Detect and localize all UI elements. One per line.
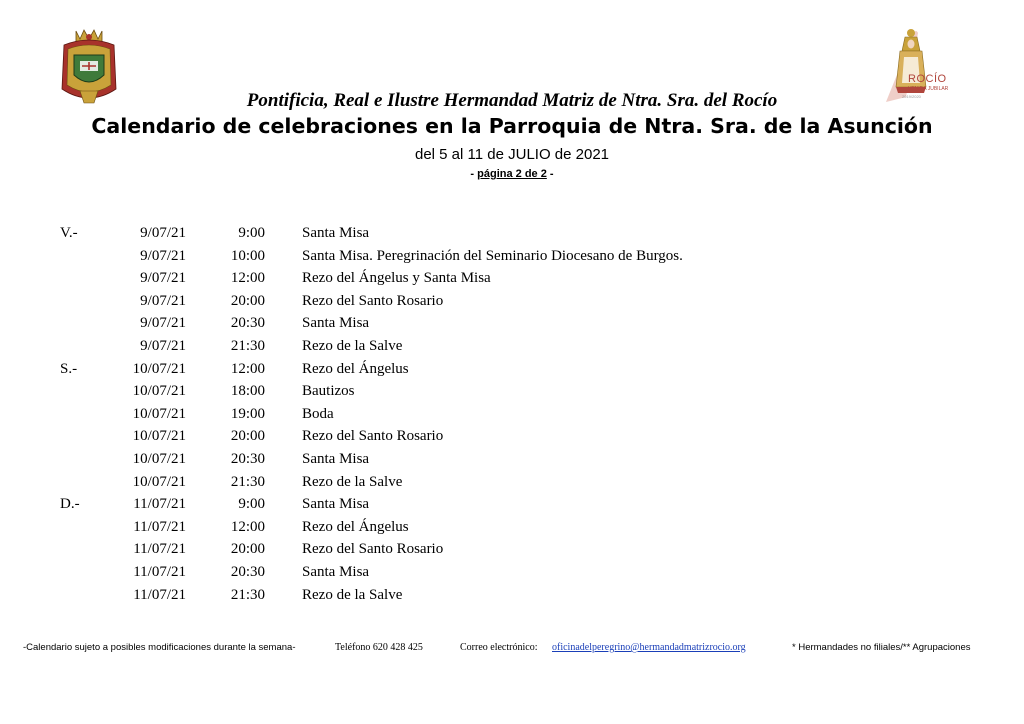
schedule-row (0, 267, 1024, 290)
schedule-event: Bautizos (302, 383, 355, 400)
schedule-time: 10:00 (230, 247, 265, 264)
schedule-date: 11/07/21 (133, 541, 186, 558)
schedule-row (0, 403, 1024, 426)
schedule-row (0, 358, 1024, 381)
page-indicator (0, 168, 1024, 180)
schedule-time: 9:00 (238, 225, 265, 241)
schedule-row (0, 516, 1024, 539)
schedule-day: V.- (60, 225, 78, 241)
schedule-event: Rezo del Santo Rosario (302, 292, 444, 309)
schedule-date: 10/07/21 (132, 405, 186, 422)
schedule-time: 19:00 (230, 405, 265, 422)
footer-legend: * Hermandades no filiales/** Agrupaciones (792, 642, 971, 653)
logo-rocio-text: ROCÍO (908, 73, 947, 85)
organization-name: Pontificia, Real e Ilustre Hermandad Matriz de Ntra. Sra. del Rocío (246, 90, 778, 111)
footer (0, 642, 1024, 658)
schedule-row (0, 290, 1024, 313)
schedule-date: 11/07/21 (133, 563, 186, 580)
schedule-row (0, 538, 1024, 561)
schedule-time: 9:00 (238, 496, 265, 513)
footer-email-label: Correo electrónico: (460, 642, 538, 653)
logo-years: 2019/2020 (902, 94, 921, 99)
schedule-row (0, 471, 1024, 494)
schedule-event: Boda (302, 405, 334, 422)
schedule-list (0, 222, 1024, 606)
schedule-time: 20:00 (230, 428, 265, 445)
schedule-event: Santa Misa (302, 563, 370, 580)
schedule-time: 21:30 (230, 337, 265, 354)
schedule-date: 11/07/21 (133, 496, 186, 513)
schedule-event: Santa Misa. Peregrinación del Seminario Diocesano de Burgos. (302, 247, 683, 264)
schedule-time: 21:30 (230, 586, 265, 603)
schedule-time: 20:00 (230, 541, 265, 558)
schedule-row (0, 584, 1024, 607)
schedule-row (0, 335, 1024, 358)
schedule-time: 12:00 (230, 270, 265, 287)
schedule-date: 9/07/21 (140, 247, 186, 264)
schedule-date: 10/07/21 (132, 383, 186, 400)
page-suffix: - (546, 168, 554, 180)
schedule-date: 9/07/21 (140, 292, 186, 309)
schedule-row (0, 222, 1024, 245)
schedule-day: S.- (60, 360, 78, 377)
footer-email-link[interactable]: oficinadelperegrino@hermandadmatrizrocio.org (552, 642, 746, 653)
schedule-event: Santa Misa (302, 450, 370, 467)
schedule-event: Santa Misa (302, 315, 370, 332)
schedule-time: 20:30 (230, 315, 265, 332)
schedule-event: Santa Misa (302, 496, 370, 513)
schedule-event: Rezo del Ángelus (302, 518, 409, 535)
schedule-time: 21:30 (230, 473, 265, 490)
schedule-row (0, 312, 1024, 335)
date-range: del 5 al 11 de JULIO de 2021 (414, 146, 610, 163)
schedule-date: 9/07/21 (140, 315, 186, 332)
schedule-date: 9/07/21 (140, 225, 186, 241)
schedule-time: 20:30 (230, 563, 265, 580)
schedule-date: 10/07/21 (132, 473, 186, 490)
footer-note: -Calendario sujeto a posibles modificaciones durante la semana- (23, 642, 296, 653)
schedule-date: 10/07/21 (132, 360, 186, 377)
schedule-date: 11/07/21 (133, 586, 186, 603)
schedule-date: 9/07/21 (140, 337, 186, 354)
schedule-row (0, 245, 1024, 268)
page-number: página 2 de 2 (477, 168, 547, 180)
page-title: Calendario de celebraciones en la Parroquia de Ntra. Sra. de la Asunción (91, 114, 933, 138)
schedule-event: Rezo del Santo Rosario (302, 541, 444, 558)
logo-subtext: VENIDA JUBILAR (908, 86, 949, 92)
schedule-event: Rezo de la Salve (302, 473, 403, 490)
schedule-date: 10/07/21 (132, 450, 186, 467)
schedule-row (0, 380, 1024, 403)
schedule-event: Rezo de la Salve (302, 337, 403, 354)
schedule-row (0, 448, 1024, 471)
schedule-row (0, 425, 1024, 448)
footer-phone: Teléfono 620 428 425 (335, 642, 423, 653)
schedule-event: Rezo del Santo Rosario (302, 428, 444, 445)
schedule-date: 10/07/21 (132, 428, 186, 445)
schedule-event: Rezo de la Salve (302, 586, 403, 603)
schedule-time: 12:00 (230, 518, 265, 535)
schedule-event: Santa Misa (302, 225, 370, 241)
schedule-event: Rezo del Ángelus (302, 360, 409, 377)
schedule-date: 11/07/21 (133, 518, 186, 535)
schedule-event: Rezo del Ángelus y Santa Misa (302, 270, 491, 287)
schedule-row (0, 561, 1024, 584)
page-prefix: - (470, 168, 478, 180)
schedule-time: 20:00 (230, 292, 265, 309)
schedule-time: 12:00 (230, 360, 265, 377)
schedule-date: 9/07/21 (140, 270, 186, 287)
schedule-day: D.- (60, 496, 80, 513)
schedule-row (0, 493, 1024, 516)
schedule-time: 18:00 (230, 383, 265, 400)
schedule-time: 20:30 (230, 450, 265, 467)
